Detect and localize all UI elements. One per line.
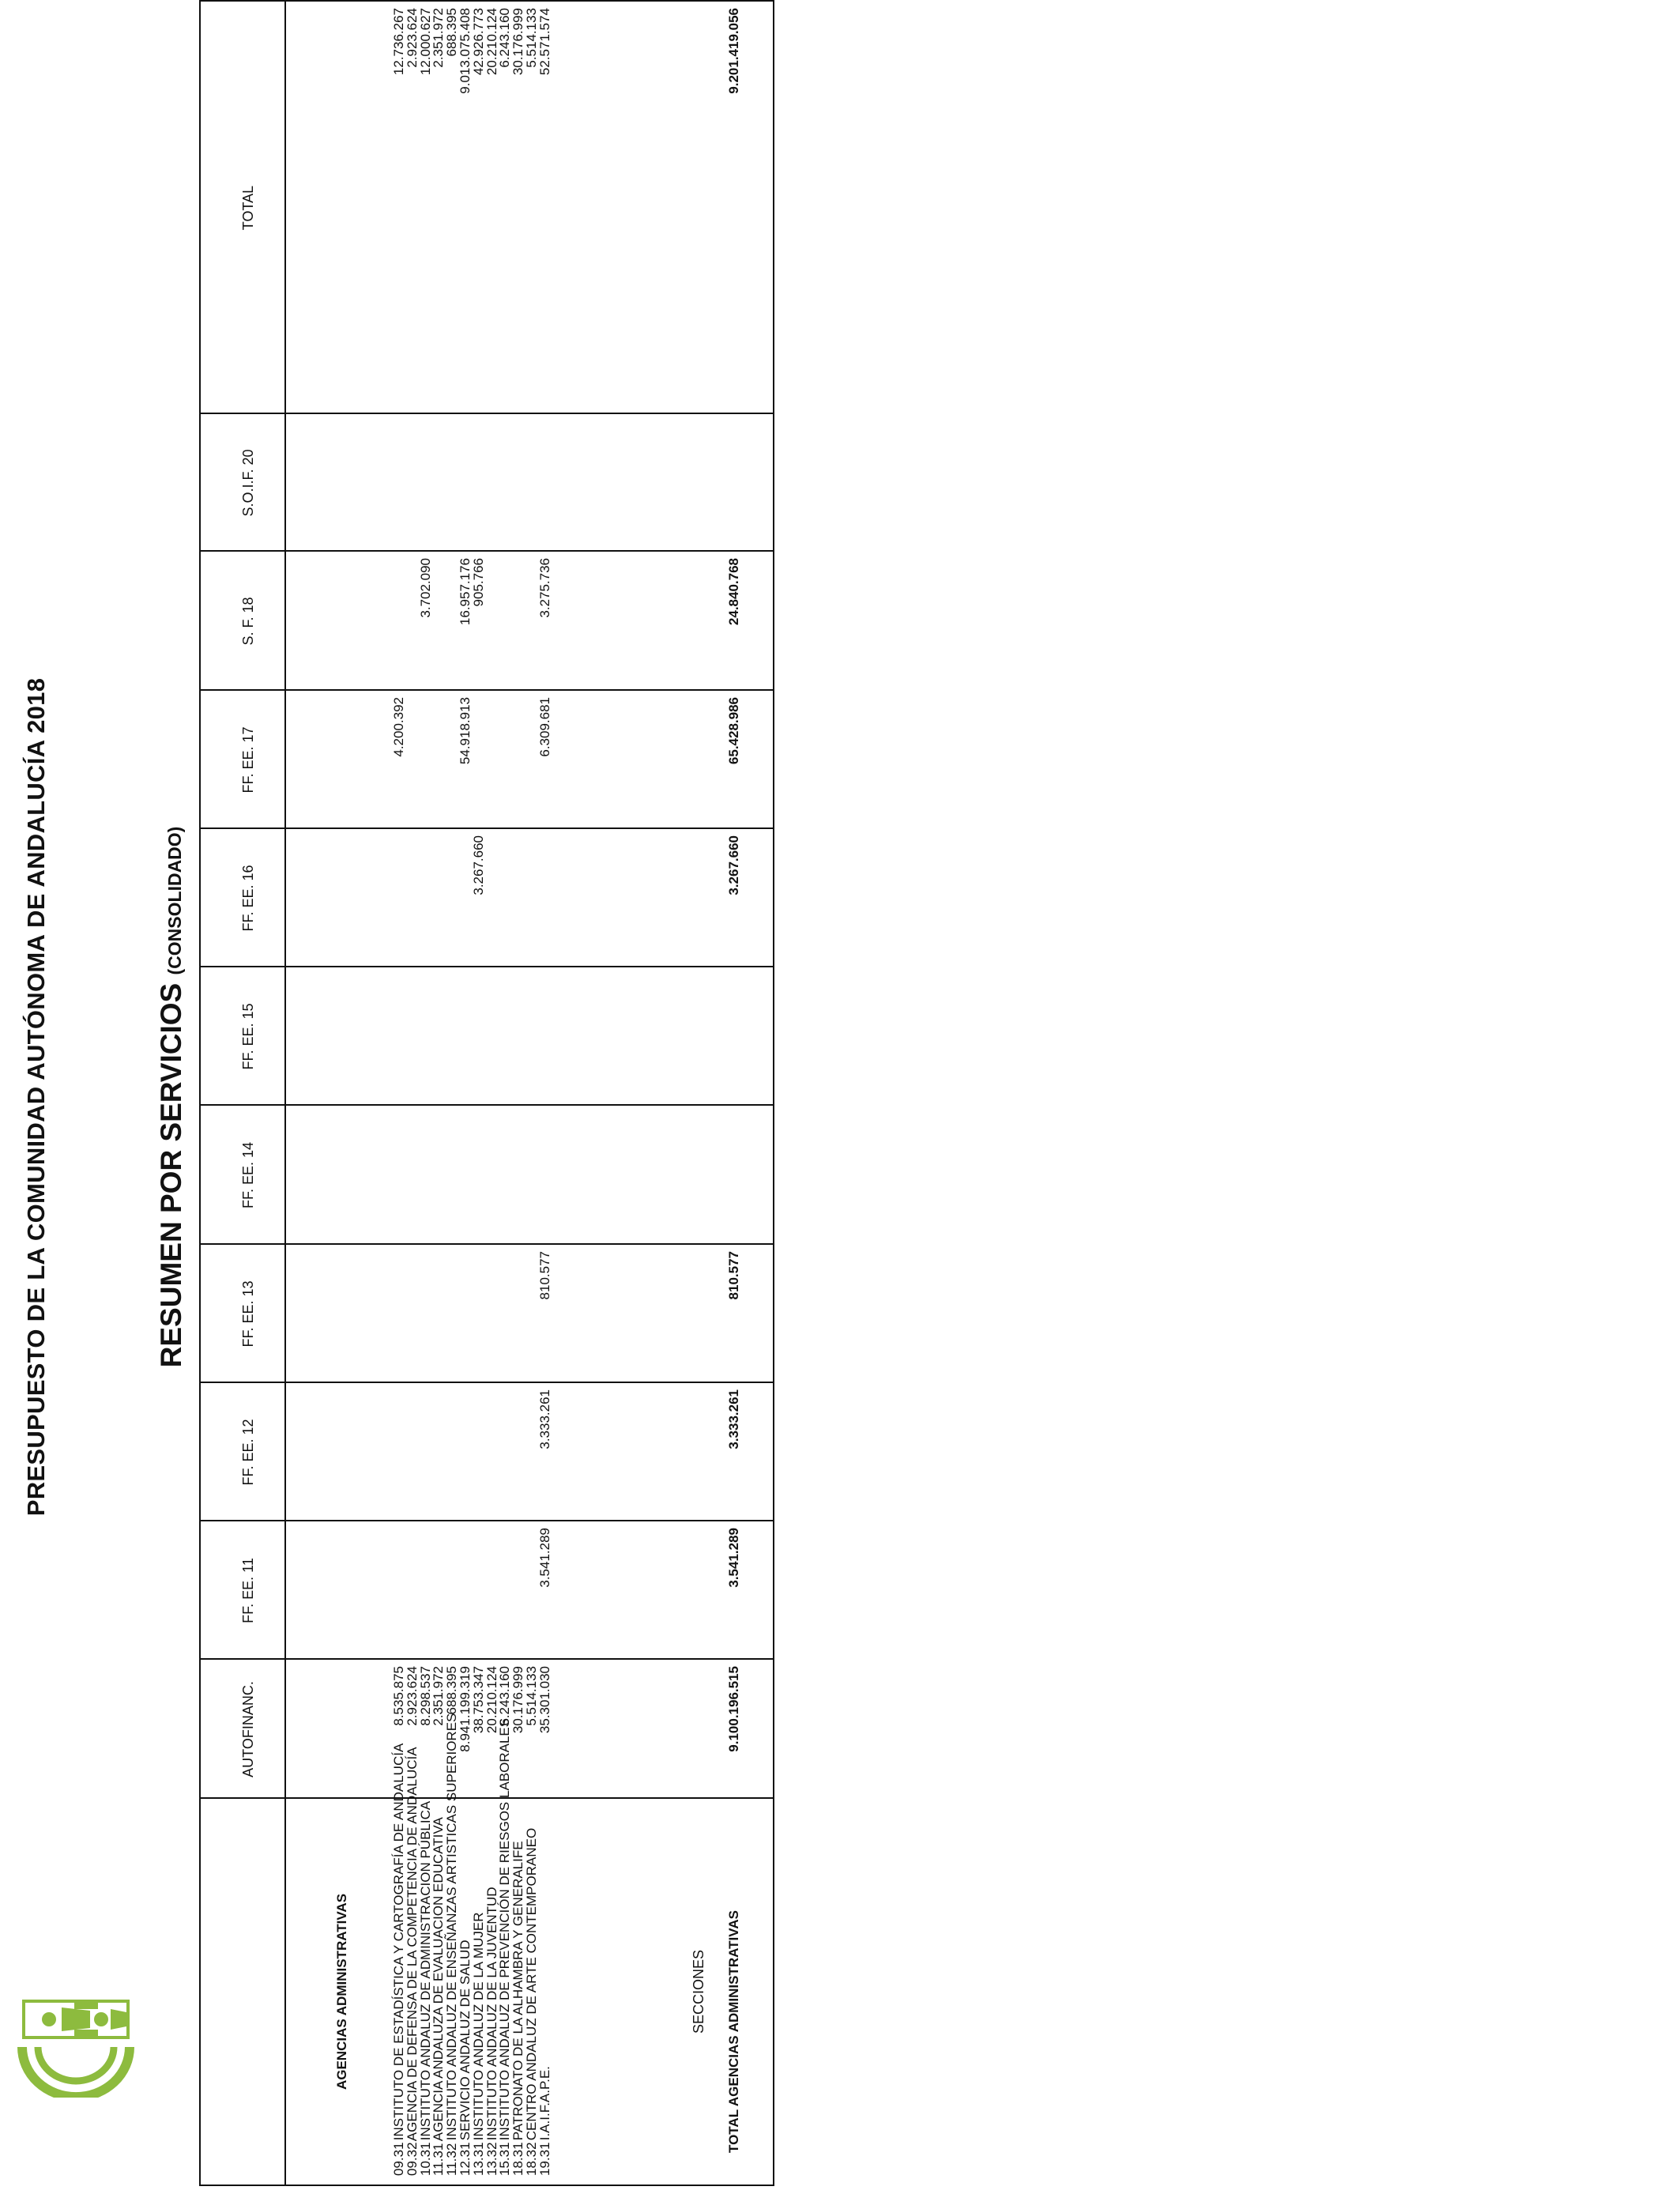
cell-ff13 — [446, 1245, 459, 1383]
section-name: PATRONATO DE LA ALHAMBRA Y GENERALIFE — [510, 1841, 526, 2141]
column-values-ff15 — [393, 967, 552, 1106]
total-ff13: 810.577 — [726, 1251, 741, 1300]
cell-ff14 — [512, 1106, 525, 1245]
cell-ff16 — [406, 829, 420, 967]
cell-ff12 — [446, 1383, 459, 1521]
section-code: 13.32 — [484, 2142, 499, 2176]
cell-ff17 — [512, 691, 525, 829]
cell-total: 20.210.124 — [484, 8, 499, 76]
cell-ff17 — [420, 691, 433, 829]
cell-ff14 — [393, 1106, 406, 1245]
cell-ff16 — [486, 829, 499, 967]
cell-ff14 — [432, 1106, 446, 1245]
total-autofinanc: 9.100.196.515 — [726, 1666, 741, 1752]
cell-ff14 — [420, 1106, 433, 1245]
total-label: TOTAL AGENCIAS ADMINISTRATIVAS — [726, 1910, 741, 2153]
cell-ff11: 3.541.289 — [537, 1528, 552, 1588]
cell-ff14 — [499, 1106, 512, 1245]
cell-ff16 — [525, 829, 539, 967]
cell-ff12 — [512, 1383, 525, 1521]
cell-ff15 — [512, 967, 525, 1106]
section-code: 10.31 — [417, 2142, 433, 2176]
cell-ff15 — [393, 967, 406, 1106]
cell-ff16 — [446, 829, 459, 967]
cell-sf18 — [512, 552, 525, 691]
cell-ff12 — [406, 1383, 420, 1521]
column-header-ff13: FF. EE. 13 — [240, 1280, 256, 1348]
cell-sf18 — [393, 552, 406, 691]
cell-ff11 — [432, 1521, 446, 1660]
cell-soif20 — [446, 414, 459, 552]
section-code: 18.32 — [523, 2142, 539, 2176]
cell-autofinanc: 30.176.999 — [510, 1666, 526, 1734]
page-title: PRESUPUESTO DE LA COMUNIDAD AUTÓNOMA DE ANDALUCÍA 2018 — [22, 677, 50, 1517]
cell-ff17 — [406, 691, 420, 829]
cell-ff12 — [393, 1383, 406, 1521]
cell-ff11 — [420, 1521, 433, 1660]
cell-soif20 — [432, 414, 446, 552]
cell-autofinanc: 8.941.199.319 — [457, 1666, 473, 1752]
section-name: INSTITUTO ANDALUZ DE PREVENCIÓN DE RIESGOS LABORALES — [497, 1717, 513, 2141]
section-name: INSTITUTO DE ESTADÍSTICA Y CARTOGRAFÍA DE ANDALUCÍA — [391, 1743, 406, 2141]
cell-ff14 — [406, 1106, 420, 1245]
section-code: 11.31 — [431, 2143, 446, 2176]
cell-ff13 — [420, 1245, 433, 1383]
cell-sf18: 905.766 — [470, 558, 486, 607]
cell-total: 2.923.624 — [404, 8, 420, 68]
cell-ff14 — [459, 1106, 473, 1245]
cell-ff14 — [473, 1106, 486, 1245]
cell-autofinanc: 688.395 — [444, 1666, 460, 1715]
column-values-ff16 — [393, 829, 552, 967]
column-values-ff12 — [393, 1383, 552, 1521]
total-total: 9.201.419.056 — [726, 8, 741, 94]
column-values-ff11 — [393, 1521, 552, 1660]
cell-ff15 — [539, 967, 552, 1106]
column-header-soif20: S.O.I.F. 20 — [240, 449, 256, 517]
column-header-ff16: FF. EE. 16 — [240, 865, 256, 932]
cell-total: 52.571.574 — [537, 8, 552, 76]
total-ff11: 3.541.289 — [726, 1528, 741, 1588]
cell-ff11 — [486, 1521, 499, 1660]
section-name: SERVICIO ANDALUZ DE SALUD — [457, 1940, 473, 2141]
cell-ff15 — [406, 967, 420, 1106]
cell-ff13 — [473, 1245, 486, 1383]
cell-ff15 — [420, 967, 433, 1106]
cell-ff12 — [486, 1383, 499, 1521]
cell-ff15 — [499, 967, 512, 1106]
column-header-ff17: FF. EE. 17 — [240, 726, 256, 794]
section-name: CENTRO ANDALUZ DE ARTE CONTEMPORANEO — [523, 1827, 539, 2141]
column-values-ff14 — [393, 1106, 552, 1245]
cell-ff11 — [393, 1521, 406, 1660]
subtitle-main: RESUMEN POR SERVICIOS — [155, 982, 187, 1368]
cell-ff16 — [512, 829, 525, 967]
cell-ff13: 810.577 — [537, 1251, 552, 1300]
cell-ff15 — [432, 967, 446, 1106]
column-values-sf18 — [393, 552, 552, 691]
cell-soif20 — [473, 414, 486, 552]
cell-ff11 — [406, 1521, 420, 1660]
summary-table — [199, 0, 774, 2186]
cell-autofinanc: 35.301.030 — [537, 1666, 552, 1734]
cell-ff12 — [473, 1383, 486, 1521]
cell-total: 12.736.267 — [391, 8, 406, 76]
cell-autofinanc: 8.535.875 — [391, 1666, 406, 1726]
cell-ff15 — [446, 967, 459, 1106]
cell-ff14 — [525, 1106, 539, 1245]
cell-soif20 — [393, 414, 406, 552]
cell-ff17: 6.309.681 — [537, 697, 552, 757]
cell-total: 12.000.627 — [417, 8, 433, 76]
subtitle-consolidado: (CONSOLIDADO) — [164, 826, 185, 975]
cell-total: 688.395 — [444, 8, 460, 57]
cell-ff11 — [512, 1521, 525, 1660]
cell-sf18 — [486, 552, 499, 691]
column-values-total — [393, 2, 552, 414]
cell-ff13 — [406, 1245, 420, 1383]
total-sf18: 24.840.768 — [726, 558, 741, 626]
column-header-ff12: FF. EE. 12 — [240, 1419, 256, 1486]
cell-ff14 — [539, 1106, 552, 1245]
total-ff16: 3.267.660 — [726, 835, 741, 895]
cell-total: 30.176.999 — [510, 8, 526, 76]
cell-ff15 — [473, 967, 486, 1106]
section-list — [391, 1713, 552, 2185]
section-code: 13.31 — [470, 2142, 486, 2176]
column-values-soif20 — [393, 414, 552, 552]
cell-autofinanc: 5.514.133 — [523, 1666, 539, 1726]
cell-ff13 — [432, 1245, 446, 1383]
cell-soif20 — [499, 414, 512, 552]
section-name: INSTITUTO ANDALUZ DE LA MUJER — [470, 1912, 486, 2141]
cell-ff17 — [499, 691, 512, 829]
section-name: AGENCIA ANDALUZA DE EVALUACION EDUCATIVA — [431, 1817, 446, 2142]
cell-sf18: 3.275.736 — [537, 558, 552, 618]
cell-total: 6.243.160 — [497, 8, 513, 68]
section-name: INSTITUTO ANDALUZ DE LA JUVENTUD — [484, 1887, 499, 2141]
cell-ff11 — [459, 1521, 473, 1660]
cell-ff15 — [525, 967, 539, 1106]
cell-ff16 — [420, 829, 433, 967]
cell-autofinanc: 20.210.124 — [484, 1666, 499, 1734]
cell-soif20 — [539, 414, 552, 552]
cell-ff13 — [459, 1245, 473, 1383]
cell-autofinanc: 2.923.624 — [404, 1666, 420, 1726]
cell-soif20 — [512, 414, 525, 552]
cell-ff12 — [499, 1383, 512, 1521]
cell-ff11 — [446, 1521, 459, 1660]
cell-ff17 — [432, 691, 446, 829]
total-ff17: 65.428.986 — [726, 697, 741, 765]
cell-ff13 — [393, 1245, 406, 1383]
column-header-ff11: FF. EE. 11 — [240, 1558, 256, 1623]
cell-soif20 — [525, 414, 539, 552]
cell-ff12 — [459, 1383, 473, 1521]
cell-ff16 — [499, 829, 512, 967]
section-name: AGENCIA DE DEFENSA DE LA COMPETENCIA DE ANDALUCÍA — [404, 1747, 420, 2142]
column-values-ff13 — [393, 1245, 552, 1383]
cell-autofinanc: 38.753.347 — [470, 1666, 486, 1734]
column-values-ff17 — [393, 691, 552, 829]
cell-ff16 — [432, 829, 446, 967]
cell-ff17 — [486, 691, 499, 829]
column-header-ff15: FF. EE. 15 — [240, 1003, 256, 1070]
column-header-ff14: FF. EE. 14 — [240, 1141, 256, 1209]
cell-autofinanc: 2.351.972 — [431, 1666, 446, 1726]
cell-ff13 — [499, 1245, 512, 1383]
cell-ff16: 3.267.660 — [470, 835, 486, 895]
cell-sf18: 16.957.176 — [457, 558, 473, 626]
column-header-autofinanc: AUTOFINANC. — [240, 1681, 256, 1777]
cell-soif20 — [406, 414, 420, 552]
cell-ff15 — [459, 967, 473, 1106]
group-heading: AGENCIAS ADMINISTRATIVAS — [334, 1893, 349, 2090]
cell-autofinanc: 8.298.537 — [417, 1666, 433, 1726]
cell-ff12 — [432, 1383, 446, 1521]
cell-ff12: 3.333.261 — [537, 1389, 552, 1449]
total-ff12: 3.333.261 — [726, 1389, 741, 1449]
section-code: 09.32 — [404, 2142, 420, 2176]
cell-autofinanc: 6.243.160 — [497, 1666, 513, 1726]
cell-ff13 — [486, 1245, 499, 1383]
cell-sf18 — [432, 552, 446, 691]
cell-ff11 — [499, 1521, 512, 1660]
cell-ff14 — [446, 1106, 459, 1245]
header-separator — [284, 2, 286, 2185]
cell-total: 2.351.972 — [431, 8, 446, 68]
cell-ff16 — [393, 829, 406, 967]
column-header-total: TOTAL — [240, 185, 256, 231]
cell-ff15 — [486, 967, 499, 1106]
cell-sf18 — [499, 552, 512, 691]
cell-ff12 — [420, 1383, 433, 1521]
section-name: INSTITUTO ANDALUZ DE ADMINISTRACION PÚBLICA — [417, 1800, 433, 2141]
cell-total: 42.926.773 — [470, 8, 486, 76]
section-name: I.A.I.F.A.P.E. — [537, 2066, 552, 2141]
cell-soif20 — [486, 414, 499, 552]
cell-total: 9.013.075.408 — [457, 8, 473, 94]
cell-ff13 — [512, 1245, 525, 1383]
section-code: 09.31 — [391, 2142, 406, 2176]
column-header-sf18: S. F. 18 — [240, 597, 256, 646]
section-name: INSTITUTO ANDALUZ DE ENSEÑANZAS ARTISTICAS SUPERIORES — [444, 1713, 460, 2141]
cell-ff17: 4.200.392 — [391, 697, 406, 757]
cell-total: 5.514.133 — [523, 8, 539, 68]
cell-ff14 — [486, 1106, 499, 1245]
section-code: 18.31 — [510, 2142, 526, 2176]
page-subtitle — [155, 0, 188, 2194]
cell-soif20 — [459, 414, 473, 552]
cell-sf18: 3.702.090 — [417, 558, 433, 618]
cell-ff11 — [473, 1521, 486, 1660]
cell-ff17 — [473, 691, 486, 829]
cell-ff16 — [539, 829, 552, 967]
column-header-secciones: SECCIONES — [691, 1949, 706, 2034]
section-code: 19.31 — [537, 2142, 552, 2176]
section-code: 15.31 — [497, 2142, 513, 2176]
section-code: 12.31 — [457, 2142, 473, 2176]
table-row — [539, 1799, 552, 2185]
cell-soif20 — [420, 414, 433, 552]
cell-ff17: 54.918.913 — [457, 697, 473, 765]
column-values-autofinanc — [393, 1660, 552, 1799]
section-code: 11.32 — [444, 2143, 460, 2176]
